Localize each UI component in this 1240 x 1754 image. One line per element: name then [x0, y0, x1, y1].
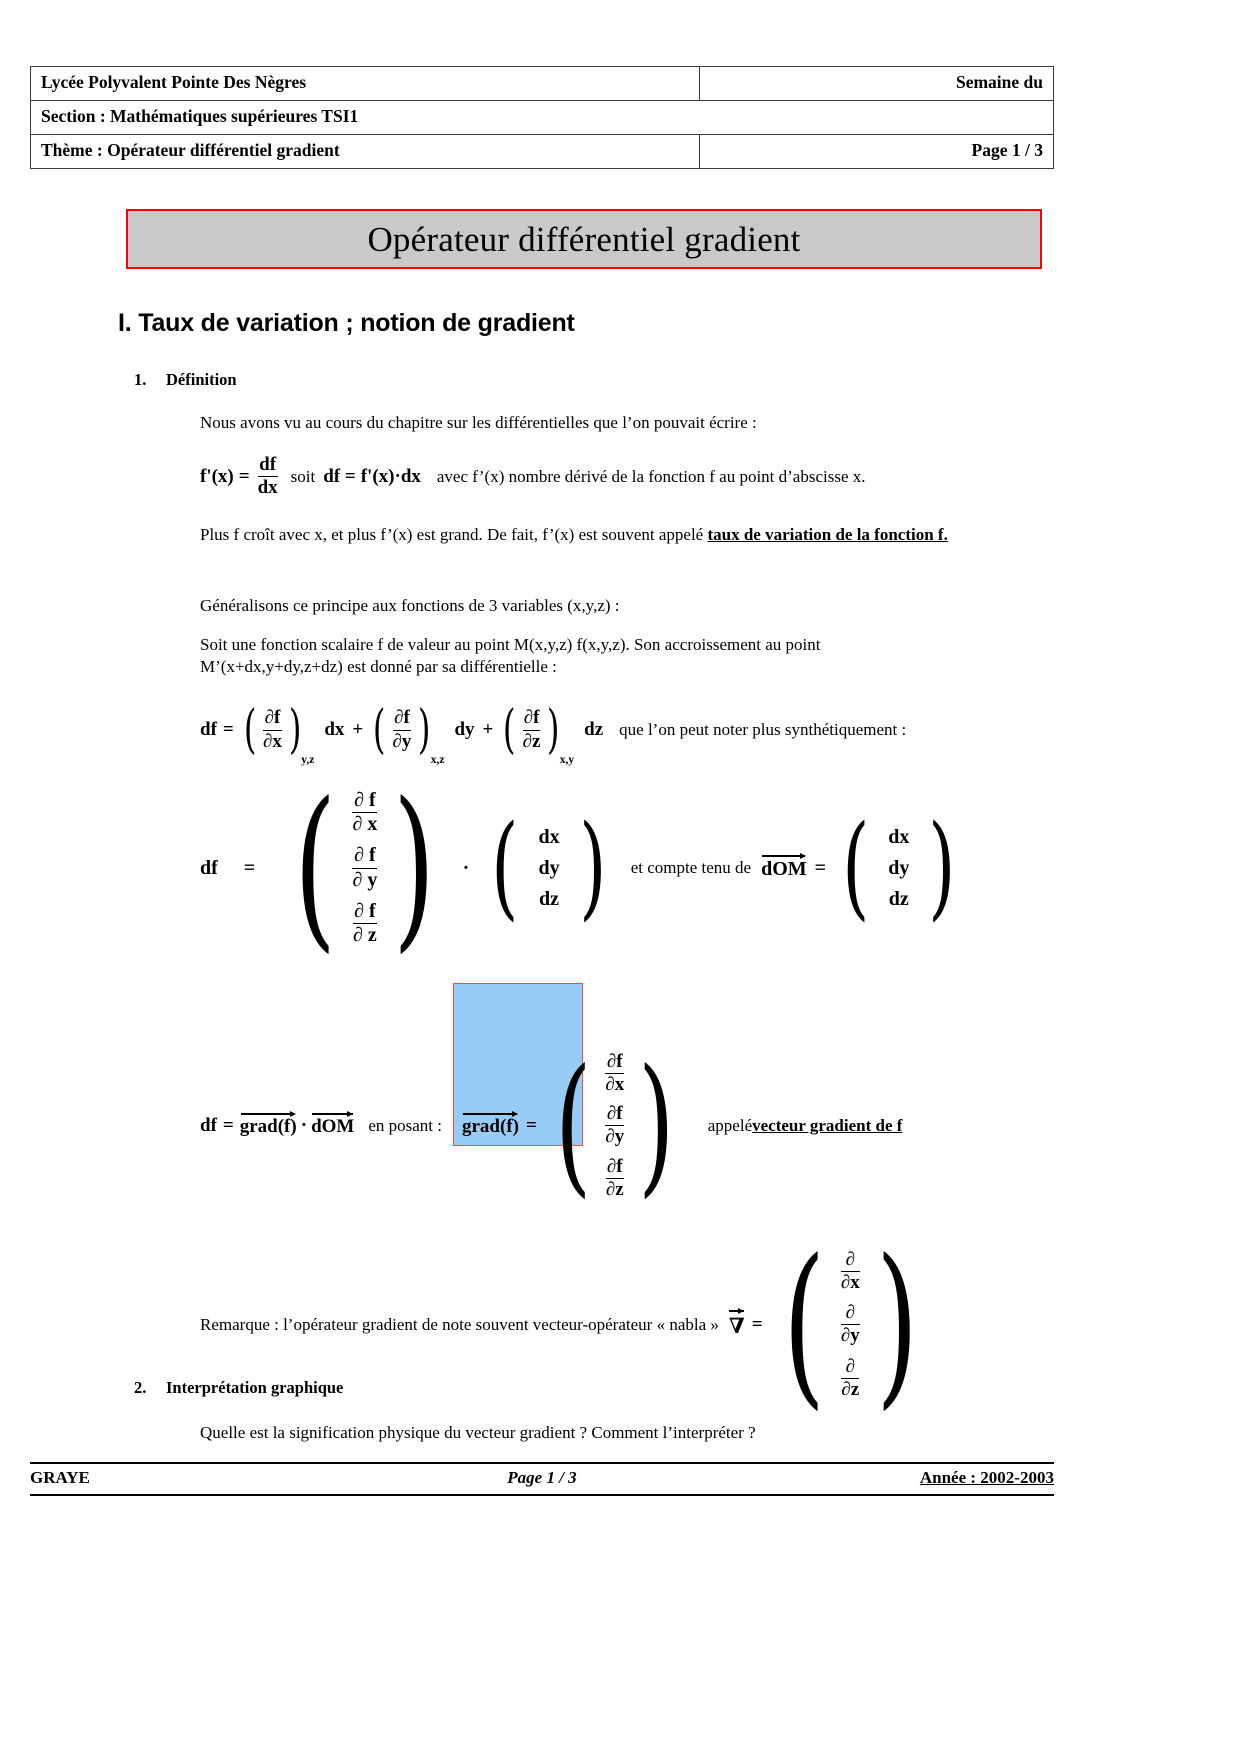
paren-close-2: ) [418, 700, 431, 760]
formula-df-label-3: df [200, 1114, 217, 1136]
vector-dOM-label: dOM [761, 855, 807, 881]
grad-boxed-num-3: ∂f [606, 1155, 623, 1177]
paren-close-3: ) [547, 700, 560, 760]
column-vector-dom-right [834, 802, 963, 933]
subsection-1-label: Définition [166, 370, 237, 389]
footer-author: GRAYE [30, 1468, 90, 1487]
partial-f-num-3: ∂f [523, 707, 540, 729]
vector-grad-label-1: grad(f) [240, 1113, 297, 1138]
nabla-component-z [841, 1357, 859, 1400]
subscript-xy: x,y [559, 754, 575, 766]
nabla-num-3: ∂ [845, 1355, 855, 1377]
grad-den-x-1: ∂ x [352, 813, 378, 836]
nabla-num-2: ∂ [845, 1302, 855, 1324]
formula-gradient-definition [200, 1038, 903, 1213]
partial-f-num-1: ∂f [264, 707, 281, 729]
gradient-components [349, 790, 380, 946]
text-appele-prefix: appelé [707, 1115, 753, 1135]
paren-open-dom-right: ( [842, 802, 870, 933]
grad-boxed-num-1: ∂f [606, 1051, 623, 1072]
grad-num-f-3: ∂ f [354, 899, 376, 922]
paren-close-1: ) [288, 700, 302, 760]
text-remarque: Remarque : l’opérateur gradient de note souvent vecteur-opérateur « nabla » [200, 1314, 719, 1334]
paragraph-taux-text: Plus f croît avec x, et plus f’(x) est grand. De fait, f’(x) est souvent appelé [200, 525, 708, 544]
text-en-posant: en posant : [368, 1115, 442, 1135]
operator-dot-2: · [300, 1114, 308, 1136]
term-dy-1: dy [454, 719, 475, 740]
grad-boxed-den-3: ∂z [605, 1178, 624, 1200]
subsection-2-interpretation [134, 1378, 343, 1398]
formula-soit-word: soit [290, 466, 316, 486]
paragraph-intro: Nous avons vu au cours du chapitre sur les différentielles que l’on pouvait écrire : [200, 413, 757, 432]
header-row-theme [31, 135, 1054, 169]
gradient-component-x [352, 790, 377, 835]
subsection-2-number: 2. [134, 1378, 147, 1397]
nabla-component-x [841, 1250, 860, 1293]
vector-dOM-label-2: dOM [311, 1113, 354, 1138]
partial-y-den-2: ∂y [392, 730, 412, 752]
partial-z-den-3: ∂z [522, 730, 541, 752]
dom-component-dy: dy [538, 856, 560, 879]
footer-rule-bottom [30, 1494, 1054, 1496]
vector-grad-label-2: grad(f) [462, 1113, 519, 1138]
operator-dot-1: · [462, 856, 470, 879]
fraction-numerator-df: df [259, 454, 277, 475]
operator-plus-1: + [352, 719, 364, 740]
column-vector-gradient-boxed [544, 1038, 686, 1213]
formula-fprime-dx: f'(x)·dx [360, 465, 421, 487]
section-heading-1: I. Taux de variation ; notion de gradient [118, 309, 575, 337]
dom-components [527, 826, 571, 911]
gradient-component-y [352, 845, 377, 890]
dom-right-dx: dx [888, 825, 910, 848]
grad-boxed-den-2: ∂y [605, 1126, 625, 1148]
grad-num-f-1: ∂ f [354, 789, 376, 811]
nabla-den-z: ∂z [841, 1378, 860, 1400]
formula-df-label: df [200, 719, 217, 740]
paren-close-dom-col: ) [579, 802, 607, 933]
grad-den-y-2: ∂ y [352, 868, 378, 891]
paragraph-fonction-scalaire-line1: Soit une fonction scalaire f de valeur au point M(x,y,z) f(x,y,z). Son accroissement au point [200, 635, 821, 654]
fraction-df-dy-partial [393, 708, 412, 751]
nabla-icon: ∇ [729, 1310, 745, 1339]
header-page: Page 1 / 3 [699, 135, 1053, 169]
formula-df-equals: df = [323, 465, 356, 487]
text-vecteur-gradient-emphasis: vecteur gradient de f [752, 1115, 903, 1135]
subsection-1-number: 1. [134, 370, 147, 389]
gradient-boxed-z [606, 1157, 624, 1200]
gradient-boxed-components [602, 1052, 627, 1200]
nabla-component-y [841, 1303, 860, 1346]
gradient-boxed-y [605, 1104, 624, 1147]
dom-component-dz: dz [539, 887, 560, 910]
subsection-2-label: Interprétation graphique [166, 1378, 344, 1397]
page-title: Opérateur différentiel gradient [367, 219, 801, 259]
partial-f-num-2: ∂f [394, 707, 410, 729]
formula-df-dot-product [200, 766, 963, 970]
formula-equals-5: = [222, 1114, 234, 1136]
grad-boxed-num-2: ∂f [606, 1103, 623, 1125]
formula-fprime-definition [200, 455, 866, 498]
column-vector-gradient [281, 766, 448, 970]
paren-open-3: ( [503, 700, 516, 760]
nabla-components [838, 1250, 863, 1400]
header-row-section [31, 101, 1054, 135]
footer-year: Année : 2002-2003 [919, 1468, 1054, 1487]
term-dx-1: dx [324, 719, 345, 740]
nabla-den-y: ∂y [840, 1325, 860, 1347]
paren-close-grad-boxed: ) [638, 1038, 675, 1213]
header-theme: Thème : Opérateur différentiel gradient [31, 135, 700, 169]
paren-open-nabla: ( [782, 1223, 825, 1427]
paragraph-generalisons: Généralisons ce principe aux fonctions de 3 variables (x,y,z) : [200, 596, 620, 615]
header-section: Section : Mathématiques supérieures TSI1 [31, 101, 1054, 135]
formula-equals-1: = [238, 465, 250, 487]
fraction-df-dx-partial [263, 708, 282, 751]
formula-note-derivative: avec f’(x) nombre dérivé de la fonction f au point d’abscisse x. [436, 466, 866, 486]
header-week: Semaine du [699, 67, 1053, 101]
term-partial-y-group [369, 700, 445, 766]
formula-equals-7: = [751, 1313, 763, 1335]
subsection-1-definition [134, 370, 237, 390]
paragraph-fonction-scalaire-line2: M’(x+dx,y+dy,z+dz) est donné par sa différentielle : [200, 657, 557, 676]
formula-equals-2: = [222, 719, 234, 740]
nabla-num-1: ∂ [845, 1249, 855, 1270]
footer-page: Page 1 / 3 [507, 1468, 577, 1487]
formula-fprime-lhs: f'(x) [200, 465, 234, 487]
paren-open-1: ( [243, 700, 257, 760]
grad-boxed-den-1: ∂x [605, 1074, 625, 1096]
dom-component-dx: dx [538, 825, 560, 848]
fraction-df-dx [258, 455, 278, 498]
fraction-denominator-dx: dx [257, 477, 278, 499]
formula-equals-6: = [525, 1114, 537, 1136]
dom-right-components [878, 826, 920, 911]
term-partial-z-group [499, 700, 575, 766]
paragraph-taux-emphasis: taux de variation de la fonction f. [707, 525, 948, 544]
paragraph-taux-variation [200, 523, 948, 547]
footer-rule-top [30, 1462, 1054, 1464]
paren-close-grad-col: ) [393, 766, 436, 970]
text-et-compte-tenu-de: et compte tenu de [630, 858, 752, 878]
subscript-yz: y,z [301, 754, 315, 766]
term-dz-1: dz [584, 719, 604, 740]
paren-open-2: ( [373, 700, 386, 760]
column-vector-nabla [770, 1223, 931, 1427]
document-header-table [30, 66, 1054, 169]
gradient-boxed-x [605, 1052, 624, 1095]
formula-df-label-2: df [200, 856, 218, 879]
paren-open-grad-col: ( [294, 766, 337, 970]
partial-x-den-1: ∂x [263, 730, 282, 752]
header-school: Lycée Polyvalent Pointe Des Nègres [31, 67, 700, 101]
nabla-den-x: ∂x [840, 1272, 860, 1294]
formula-total-differential [200, 700, 907, 766]
paren-close-dom-right: ) [928, 802, 956, 933]
paren-close-nabla: ) [875, 1223, 919, 1427]
dom-right-dz: dz [888, 887, 909, 910]
header-row-school [31, 67, 1054, 101]
paragraph-signification: Quelle est la signification physique du vecteur gradient ? Comment l’interpréter ? [200, 1423, 756, 1442]
column-vector-dxdydz [483, 802, 614, 933]
paren-open-dom-col: ( [491, 802, 519, 933]
fraction-df-dz-partial [523, 708, 541, 751]
operator-plus-2: + [482, 719, 494, 740]
grad-num-f-2: ∂ f [354, 844, 376, 867]
formula-equals-4: = [814, 856, 827, 879]
formula-tail-synthetique: que l’on peut noter plus synthétiquement : [619, 720, 907, 739]
grad-den-z-3: ∂ z [353, 923, 377, 946]
formula-equals-3: = [243, 856, 256, 879]
footer-row [30, 1468, 1054, 1488]
term-partial-x-group [240, 700, 315, 766]
dom-right-dy: dy [888, 856, 910, 879]
document-title-box [126, 209, 1042, 269]
paren-open-grad-boxed: ( [554, 1038, 592, 1213]
gradient-component-z [353, 901, 377, 946]
subscript-xz: x,z [430, 754, 445, 766]
